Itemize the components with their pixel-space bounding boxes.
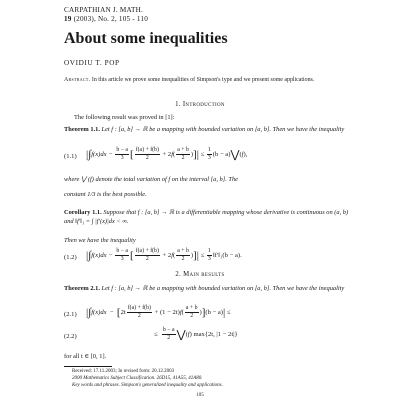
journal-name: CARPATHIAN J. MATH. xyxy=(64,6,144,14)
abstract-label: Abstract. xyxy=(64,77,91,83)
section-heading-intro: 1. Introduction xyxy=(175,101,225,108)
theorem-1-1-after: where ⋁ (f) denote the total variation of f on the interval [a, b]. The xyxy=(64,176,238,183)
equation-body: |∫f(x)dx − [2t $\frac{f(a) + f(b)}{2}$ + (1 − 2t)f( $\frac{a + b}{2}$ )](b − a)| ≤ xyxy=(86,305,231,319)
section-heading-main: 2. Main results xyxy=(175,271,225,278)
theorem-2-1 xyxy=(64,284,356,293)
theorem-1-1-statement: Let f : [a, b] → ℝ be a mapping with bounded variation on [a, b]. Then we have the inequality xyxy=(101,126,345,133)
issue-info: (2003), No. 2, 105 - 110 xyxy=(73,14,148,23)
theorem-1-1 xyxy=(64,125,356,134)
equation-number: (1.2) xyxy=(64,254,77,261)
footnote-rule xyxy=(64,366,112,367)
volume-issue xyxy=(64,15,148,24)
page-number: 105 xyxy=(196,393,204,398)
equation-2-1 xyxy=(64,305,356,325)
intro-lead: The following result was proved in [1]: xyxy=(74,114,175,121)
theorem-1-1-label: Theorem 1.1. xyxy=(64,126,100,133)
author-name: OVIDIU T. POP xyxy=(64,59,120,67)
theorem-1-1-constant: constant 1/3 is the best possible. xyxy=(64,191,147,198)
footnote-received: Received: 17.11.2003; In revised form: 20.12.2003 xyxy=(72,369,175,374)
theorem-2-1-tail: for all t ∈ [0, 1]. xyxy=(64,353,107,360)
footnote-msc: 2000 Mathematics Subject Classification. 26D15, 41A55, 41A80. xyxy=(72,376,203,381)
journal-header xyxy=(64,6,148,23)
corollary-1-1-then: Then we have the inequality xyxy=(64,237,136,244)
footnote-keywords: Key words and phrases. Simpson's generalized inequality and applications. xyxy=(72,383,223,388)
equation-number: (2.1) xyxy=(64,311,77,318)
equation-number: (1.1) xyxy=(64,153,77,160)
corollary-1-1-label: Corollary 1.1. xyxy=(64,209,102,216)
theorem-2-1-label: Theorem 2.1. xyxy=(64,285,100,292)
corollary-1-1 xyxy=(64,208,356,226)
abstract-text: In this article we prove some inequalities of Simpson's type and we present some applications. xyxy=(91,77,315,83)
paper-title: About some inequalities xyxy=(64,30,228,47)
equation-1-2 xyxy=(64,248,356,268)
equation-2-2 xyxy=(64,327,356,347)
theorem-2-1-statement: Let f : [a, b] → ℝ be a mapping with bounded variation on [a, b]. Then we have the inequality xyxy=(101,285,345,292)
equation-body: ≤ $\frac{b - a}{2}$ ⋁(f) max{2t, |1 − 2t|} xyxy=(154,327,238,341)
equation-number: (2.2) xyxy=(64,333,77,340)
volume-number: 19 xyxy=(64,14,72,23)
corollary-1-1-statement: Suppose that f : [a, b] → ℝ is a differentiable mapping whose derivative is continuous on (a, b) and ‖f′‖₁ = ∫ |f′(x)|dx < ∞. xyxy=(64,209,349,225)
equation-body: |∫f(x)dx − $\frac{b - a}{3}$ [ $\frac{f(a) + f(b)}{2}$ + 2f( $\frac{a + b}{2}$ )]| ≤ $\frac{1}{3}$ ‖f′‖₁(b − a). xyxy=(86,248,242,262)
equation-1-1 xyxy=(64,147,356,167)
abstract xyxy=(64,76,356,84)
equation-body: |∫f(x)dx − $\frac{b - a}{3}$ [ $\frac{f(a) + f(b)}{2}$ + 2f( $\frac{a + b}{2}$ )]| ≤ $\frac{1}{3}$ (b − a)⋁(f), xyxy=(86,147,248,161)
